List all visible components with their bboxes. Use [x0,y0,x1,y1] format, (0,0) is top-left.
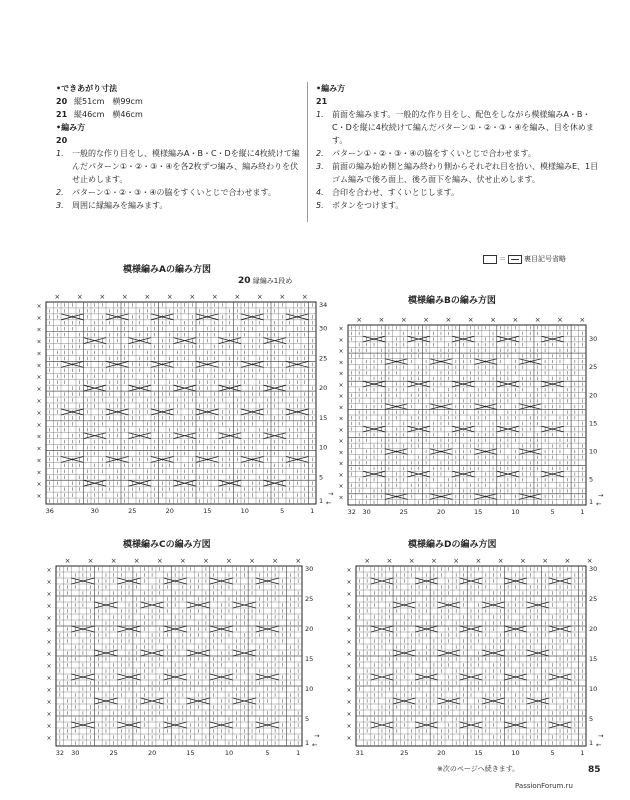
x-tick-label: 1 [310,507,315,515]
edge-stitch-icon: × [445,316,452,324]
x-tick-label: 25 [128,507,137,515]
edge-stitch-icon: × [346,687,352,694]
chart-grid-b [330,311,602,521]
edge-stitch-icon: × [346,579,352,586]
x-tick-label: 25 [400,749,409,757]
edge-stitch-icon: × [338,471,344,479]
edge-stitch-icon: × [346,711,352,718]
x-tick-label: 15 [474,749,483,757]
size-text: 縦46cm 横46cm [74,110,143,119]
step-item [316,199,601,212]
chart-title-a: 模様編みAの編み方図 [123,265,211,275]
edge-stitch-icon: × [467,316,474,324]
edge-stitch-icon: × [338,460,344,468]
row-direction-arrow-icon: → [328,490,334,499]
edge-stitch-icon: × [400,316,407,324]
chart-title-c: 模様編みCの編み方図 [123,540,211,550]
edge-stitch-icon: × [121,293,128,301]
y-tick-label: 10 [589,447,598,456]
x-tick-label: 5 [265,749,270,757]
x-tick-label: 32 [55,749,64,757]
watermark: PassionForum.ru [515,782,573,790]
edge-stitch-icon: × [46,675,52,682]
edge-stitch-icon: × [36,445,42,453]
edge-stitch-icon: × [36,481,42,489]
edge-stitch-icon: × [133,557,140,565]
edge-stitch-icon: × [36,362,42,370]
y-tick-label: 5 [589,715,594,723]
edge-stitch-icon: × [211,293,218,301]
chart-title-b: 模様編みBの編み方図 [408,296,496,306]
y-tick-label: 30 [589,335,598,344]
edge-stitch-icon: × [226,557,232,565]
x-tick-label: 5 [280,507,285,515]
edge-stitch-icon: × [564,557,571,565]
annotation-number: 20 [238,276,251,286]
row-direction-arrow-icon: → [598,491,604,500]
edge-stitch-icon: × [46,699,52,706]
y-tick-label: 30 [319,324,328,333]
edge-stitch-icon: × [475,557,482,565]
edge-stitch-icon: × [36,433,42,441]
edge-stitch-icon: × [46,651,52,658]
x-tick-label: 30 [90,507,99,515]
edge-stitch-icon: × [338,325,344,333]
y-tick-label: 20 [305,625,314,633]
x-tick-label: 31 [355,749,364,757]
purl-stitch-icon [508,255,522,264]
edge-stitch-icon: × [338,494,344,502]
step-text: 周囲に縁編みを編みます。 [72,201,168,210]
annotation-text: 縁編み1段め [250,277,293,285]
edge-stitch-icon: × [512,316,519,324]
x-tick-label: 1 [580,749,585,757]
edge-stitch-icon: × [346,591,352,598]
edge-stitch-icon: × [338,483,344,491]
edge-stitch-icon: × [346,651,352,658]
edge-stitch-icon: × [346,723,352,730]
x-tick-label: 1 [580,508,585,516]
edge-stitch-icon: × [338,449,344,457]
edge-stitch-icon: × [54,293,61,301]
edge-stitch-icon: × [408,557,415,565]
x-tick-label: 25 [109,749,118,757]
edge-stitch-icon: × [76,293,83,301]
step-text: 前面の編み始め側と編み終わり側からそれぞれ目を拾い、模様編みE、1目ゴム編みで後ろ面上、後ろ面下を編み、伏せ止めします。 [332,162,599,184]
left-column [56,82,301,212]
x-tick-label: 15 [203,507,212,515]
edge-stitch-icon: × [579,316,586,324]
step-number: 2. [316,149,324,158]
step-number: 2. [56,188,64,197]
y-tick-label: 10 [319,443,328,452]
edge-stitch-icon: × [542,557,549,565]
right-column [316,82,601,212]
edge-stitch-icon: × [36,350,42,358]
x-tick-label: 5 [550,749,555,757]
method-number: 20 [56,136,68,145]
chart-pattern-c [38,552,318,762]
legend-text: 裏目記号省略 [524,255,566,263]
edge-stitch-icon: × [36,493,42,501]
edge-stitch-icon: × [346,735,352,742]
edge-stitch-icon: × [36,421,42,429]
edge-stitch-icon: × [338,426,344,434]
x-tick-label: 36 [45,507,54,515]
step-item [316,147,601,160]
y-tick-label: 15 [305,655,314,663]
edge-stitch-icon: × [386,557,393,565]
edge-stitch-icon: × [557,316,563,324]
size-number: 20 [56,97,68,106]
edge-stitch-icon: × [64,557,71,565]
edge-stitch-icon: × [338,438,344,446]
edge-stitch-icon: × [338,404,344,412]
edge-stitch-icon: × [378,316,385,324]
y-tick-label: 20 [589,625,598,633]
column-divider [307,82,308,222]
edge-stitch-icon: × [46,615,52,622]
y-tick-label: 1 [305,739,310,747]
x-tick-label: 1 [296,749,301,757]
step-item [316,160,601,186]
y-tick-label: 15 [589,419,598,428]
row-direction-arrow-icon: ← [596,500,602,508]
edge-stitch-icon: × [346,663,352,670]
step-number: 4. [316,188,324,197]
edge-stitch-icon: × [36,326,42,334]
edge-stitch-icon: × [166,293,173,301]
edge-stitch-icon: × [234,293,241,301]
edge-stitch-icon: × [46,639,52,646]
x-tick-label: 10 [511,749,520,757]
edge-stitch-icon: × [338,415,344,423]
step-item [56,147,301,186]
chart-grid-a [28,288,332,520]
x-tick-label: 20 [436,508,446,516]
edge-stitch-icon: × [46,567,52,574]
edge-stitch-icon: × [36,386,42,394]
edge-stitch-icon: × [301,293,308,301]
x-tick-label: 25 [399,508,408,516]
edge-stitch-icon: × [46,663,52,670]
y-tick-label: 15 [319,413,328,422]
method-heading: •編み方 [56,123,86,132]
edge-stitch-icon: × [87,557,94,565]
x-tick-label: 30 [71,749,80,757]
y-tick-label: 30 [305,565,314,573]
x-tick-label: 30 [362,508,371,516]
step-number: 1. [56,149,64,158]
edge-stitch-icon: × [338,393,344,401]
edge-stitch-icon: × [36,314,42,322]
step-text: 一般的な作り目をし、模様編みA・B・C・Dを縦に4枚続けて編んだパターン①・②・③・④を各2枚ずつ編み、編み終わりを伏せ止めします。 [72,149,300,184]
chart-pattern-b [330,311,602,521]
edge-stitch-icon: × [490,316,496,324]
step-text: 前面を編みます。一般的な作り目をし、配色をしながら模様編みA・B・C・Dを縦に4枚続けて編んだパターン①・②・③・④を編み、目を休めます。 [332,110,594,145]
y-tick-label: 5 [305,715,310,723]
edge-stitch-icon: × [46,627,52,634]
size-number: 21 [56,110,68,119]
edge-stitch-icon: × [46,591,52,598]
edge-stitch-icon: × [497,557,504,565]
edge-stitch-icon: × [46,723,52,730]
x-tick-label: 32 [347,508,356,516]
edge-stitch-icon: × [46,579,52,586]
edge-stitch-icon: × [430,557,437,565]
step-item [316,186,601,199]
y-tick-label: 5 [319,473,324,482]
y-tick-label: 5 [589,475,594,484]
edge-stitch-icon: × [364,557,371,565]
row-direction-arrow-icon: → [314,732,320,740]
size-text: 縦51cm 横99cm [74,97,143,106]
x-tick-label: 10 [224,749,234,757]
edge-stitch-icon: × [144,293,151,301]
edge-stitch-icon: × [202,557,209,565]
edge-stitch-icon: × [453,557,460,565]
y-tick-label: 20 [319,384,328,393]
x-tick-label: 5 [550,508,555,516]
blank-cell-icon [483,255,497,264]
y-tick-label: 1 [589,739,594,747]
edge-stitch-icon: × [338,359,344,367]
step-item [316,108,601,147]
edge-stitch-icon: × [346,567,352,574]
edge-stitch-icon: × [423,316,430,324]
step-number: 5. [316,201,324,210]
x-tick-label: 15 [474,508,483,516]
chart-pattern-a [28,288,332,520]
y-tick-label: 15 [589,655,598,663]
edge-stitch-icon: × [256,293,263,301]
step-number: 3. [56,201,64,210]
edge-stitch-icon: × [36,302,42,310]
step-text: パターン①・②・③・④の脇をすくいとじで合わせます。 [332,149,536,158]
row-direction-arrow-icon: ← [312,741,318,749]
x-tick-label: 20 [147,749,157,757]
continue-note: ※次のページへ続きます。 [437,765,520,773]
finished-size-heading: •できあがり寸法 [56,84,118,93]
edge-stitch-icon: × [346,603,352,610]
edge-stitch-icon: × [36,469,42,477]
edge-stitch-icon: × [346,699,352,706]
edge-stitch-icon: × [36,457,42,465]
edge-stitch-icon: × [179,557,186,565]
edge-stitch-icon: × [338,370,344,378]
x-tick-label: 10 [240,507,249,515]
edge-stitch-icon: × [46,735,52,742]
chart-grid-d [338,552,602,762]
edge-stitch-icon: × [586,557,593,565]
page-number: 85 [588,765,601,775]
y-tick-label: 25 [589,595,598,603]
chart-grid-c [38,552,318,762]
edge-stitch-icon: × [36,374,42,382]
edge-stitch-icon: × [519,557,526,565]
y-tick-label: 10 [305,685,314,693]
chart-title-d: 模様編みDの編み方図 [408,540,497,550]
step-item [56,186,301,199]
edge-row-annotation [238,276,292,286]
edge-stitch-icon: × [338,348,344,356]
y-tick-label: 25 [305,595,314,603]
step-text: パターン①・②・③・④の脇をすくいとじで合わせます。 [72,188,276,197]
edge-stitch-icon: × [46,687,52,694]
chart-pattern-d [338,552,602,762]
edge-stitch-icon: × [99,293,106,301]
x-tick-label: 10 [511,508,520,516]
edge-stitch-icon: × [346,615,352,622]
edge-stitch-icon: × [356,316,363,324]
edge-stitch-icon: × [272,557,279,565]
edge-stitch-icon: × [110,557,117,565]
edge-stitch-icon: × [46,711,52,718]
edge-stitch-icon: × [338,381,344,389]
x-tick-label: 15 [186,749,195,757]
edge-stitch-icon: × [36,409,42,417]
method-number: 21 [316,97,328,106]
edge-stitch-icon: × [346,675,352,682]
edge-stitch-icon: × [295,557,302,565]
y-tick-label: 25 [589,363,598,372]
edge-stitch-icon: × [46,603,52,610]
step-item [56,199,301,212]
edge-stitch-icon: × [338,336,344,344]
step-text: 合印を合わせ、すくいとじします。 [332,188,460,197]
y-tick-label: 10 [589,685,598,693]
method-heading: •編み方 [316,84,346,93]
y-tick-label: 20 [589,391,598,400]
size-row [56,108,301,121]
step-number: 1. [316,110,324,119]
row-direction-arrow-icon: ← [596,741,602,749]
x-tick-label: 20 [437,749,446,757]
edge-stitch-icon: × [346,639,352,646]
row-direction-arrow-icon: ← [326,499,332,507]
y-tick-label: 1 [319,497,324,506]
step-number: 3. [316,162,324,171]
size-row [56,95,301,108]
edge-stitch-icon: × [156,557,163,565]
x-tick-label: 20 [165,507,174,515]
y-tick-label: 30 [589,565,598,573]
step-text: ボタンをつけます。 [332,201,404,210]
edge-stitch-icon: × [189,293,196,301]
y-tick-label: 1 [589,498,594,507]
edge-stitch-icon: × [36,338,42,346]
edge-stitch-icon: × [346,627,352,634]
edge-stitch-icon: × [249,557,255,565]
y-tick-label: 34 [319,300,328,309]
edge-stitch-icon: × [36,398,42,405]
edge-stitch-icon: × [534,316,541,324]
row-direction-arrow-icon: → [598,732,604,740]
y-tick-label: 25 [319,354,328,363]
legend-equals: ＝ [499,255,506,263]
legend [483,254,566,264]
edge-stitch-icon: × [279,293,286,301]
